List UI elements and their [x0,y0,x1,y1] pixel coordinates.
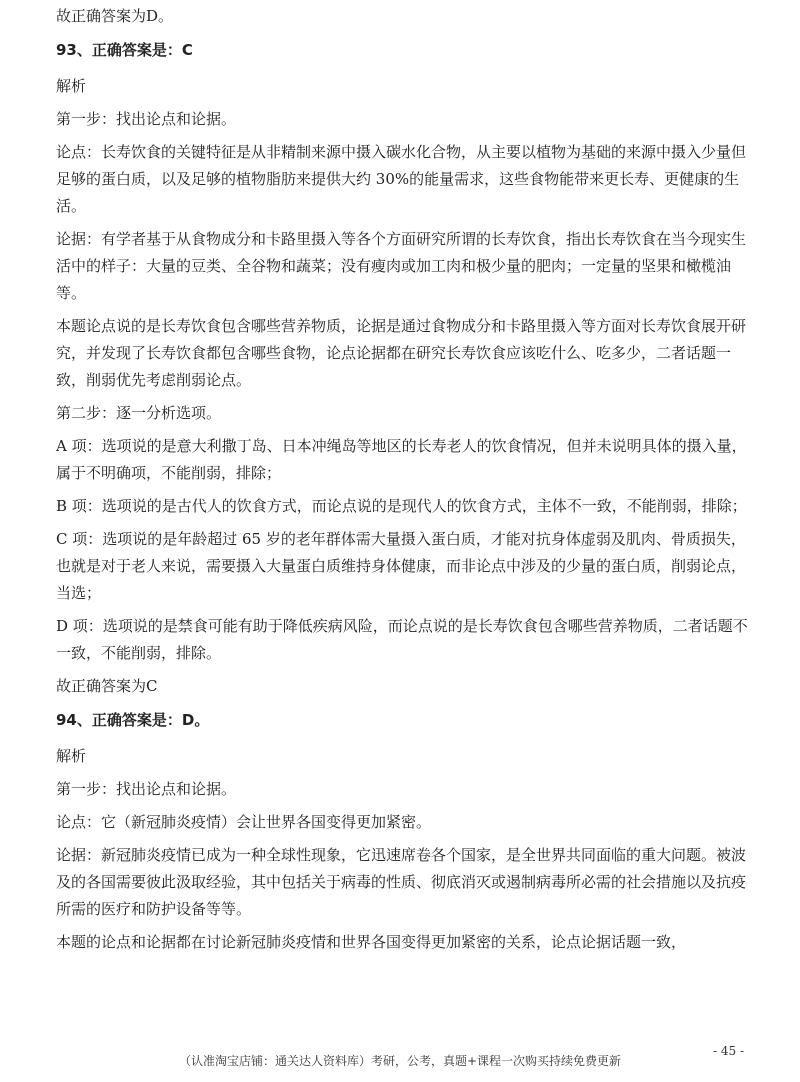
page-footer: （认准淘宝店铺：通关达人资料库）考研，公考，真题+课程一次购买持续免费更新 [178,1054,622,1068]
q93-evidence: 论据：有学者基于从食物成分和卡路里摄入等各个方面研究所谓的长寿饮食，指出长寿饮食在当今现实生活中的样子：大量的豆类、全谷物和蔬菜；没有瘦肉或加工肉和极少量的肥肉；一定量的坚果和橄榄油等。 [56,230,747,302]
previous-answer-conclusion: 故正确答案为D。 [56,7,174,25]
q94-summary: 本题的论点和论据都在讨论新冠肺炎疫情和世界各国变得更加紧密的关系，论点论据话题一致， [56,933,687,951]
q93-option-b: B 项：选项说的是古代人的饮食方式，而论点说的是现代人的饮食方式，主体不一致，不能削弱，排除； [56,497,747,515]
q93-analysis-label: 解析 [56,77,87,95]
q93-option-a: A 项：选项说的是意大利撒丁岛、日本冲绳岛等地区的长寿老人的饮食情况，但并未说明具体的摄入量，属于不明确项，不能削弱，排除； [56,437,747,482]
q94-step1: 第一步：找出论点和论据。 [56,780,237,798]
q93-option-c: C 项：选项说的是年龄超过 65 岁的老年群体需大量摄入蛋白质，才能对抗身体虚弱及肌肉、骨质损失，也就是对于老人来说，需要摄入大量蛋白质维持身体健康，而非论点中涉及的少量的蛋白质，削弱论点，当选； [56,530,747,602]
page-number: - 45 - [712,1044,744,1058]
q93-heading: 93、正确答案是：C [56,41,193,59]
document-page [56,0,756,962]
q93-conclusion: 故正确答案为C [56,677,158,695]
q94-heading: 94、正确答案是：D。 [56,711,210,729]
q94-evidence: 论据：新冠肺炎疫情已成为一种全球性现象，它迅速席卷各个国家，是全世界共同面临的重大问题。被波及的各国需要彼此汲取经验，其中包括关于病毒的性质、彻底消灭或遏制病毒所必需的社会措施以及抗疫所需的医疗和防护设备等等。 [56,846,747,918]
q93-step2: 第二步：逐一分析选项。 [56,404,222,422]
q94-analysis-label: 解析 [56,747,87,765]
q93-summary: 本题论点说的是长寿饮食包含哪些营养物质，论据是通过食物成分和卡路里摄入等方面对长寿饮食展开研究，并发现了长寿饮食都包含哪些食物，论点论据都在研究长寿饮食应该吃什么、吃多少，二者话题一致，削弱优先考虑削弱论点。 [56,317,747,389]
q93-option-d: D 项：选项说的是禁食可能有助于降低疾病风险，而论点说的是长寿饮食包含哪些营养物质，二者话题不一致，不能削弱，排除。 [56,617,748,662]
q93-thesis: 论点：长寿饮食的关键特征是从非精制来源中摄入碳水化合物，从主要以植物为基础的来源中摄入少量但足够的蛋白质，以及足够的植物脂肪来提供大约 30%的能量需求，这些食物能带来更长寿、更健康的生活。 [56,143,747,215]
q94-thesis: 论点：它（新冠肺炎疫情）会让世界各国变得更加紧密。 [56,813,432,831]
q93-step1: 第一步：找出论点和论据。 [56,110,237,128]
